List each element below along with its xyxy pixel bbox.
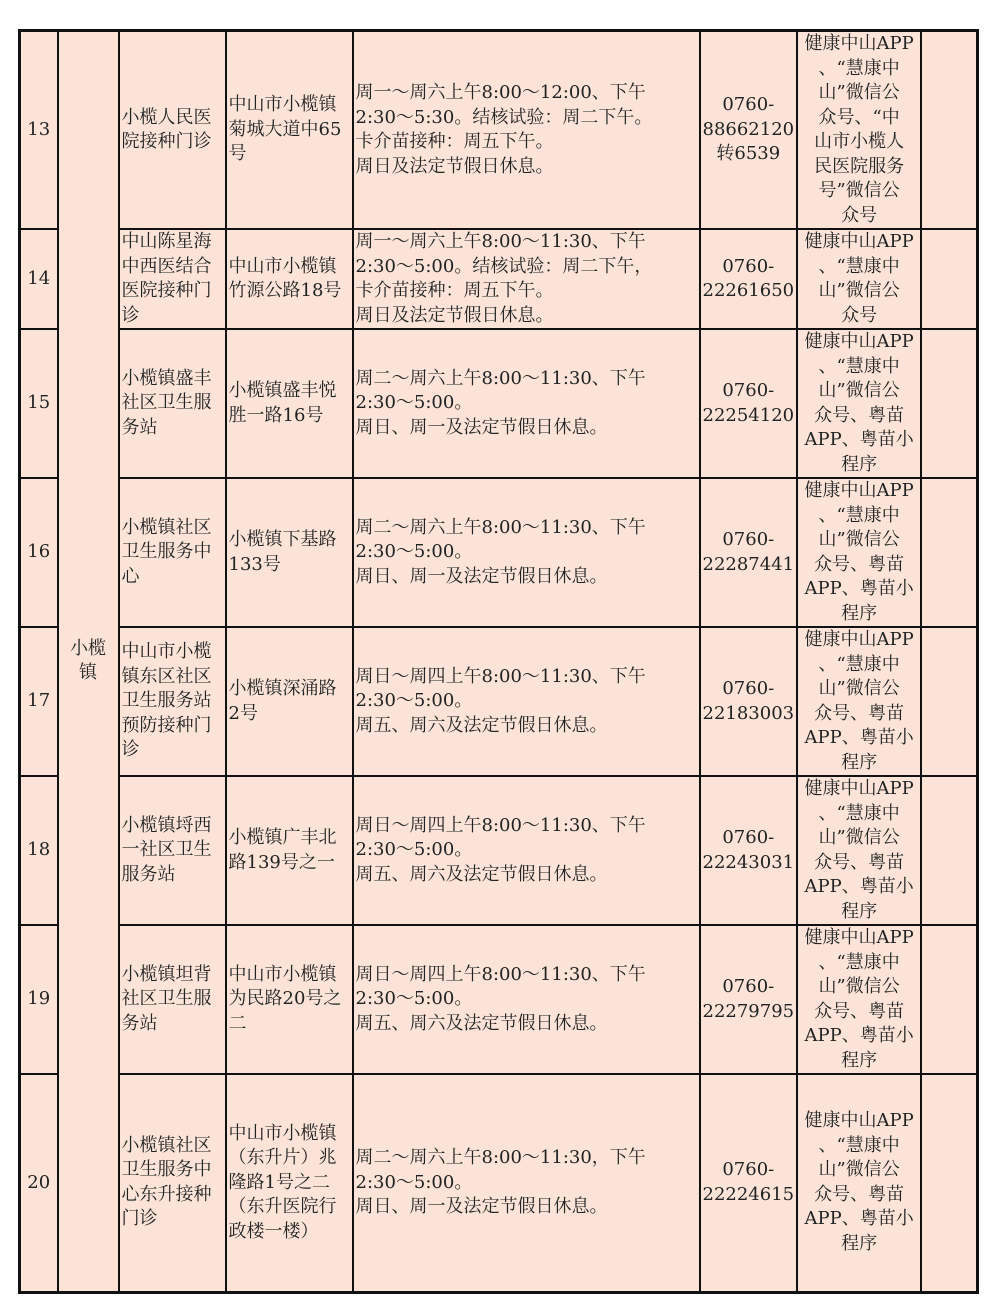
booking-channel: 健康中山APP 、“慧康中 山”微信公 众号、粤苗 APP、粤苗小 程序	[797, 478, 921, 627]
site-name: 小榄镇盛丰 社区卫生服 务站	[119, 329, 226, 478]
table-row	[20, 1074, 978, 1292]
row-number: 13	[20, 31, 58, 230]
service-hours: 周二～周六上午8:00～11:30、下午 2:30～5:00。 周日、周一及法定节假日休息。	[353, 478, 700, 627]
site-address: 中山市小榄镇 竹源公路18号	[226, 229, 353, 329]
row-number: 17	[20, 627, 58, 776]
site-name: 小榄镇社区 卫生服务中 心东升接种 门诊	[119, 1074, 226, 1292]
site-name: 小榄镇坦背 社区卫生服 务站	[119, 925, 226, 1074]
phone-number: 0760- 22183003	[700, 627, 798, 776]
site-name: 小榄人民医 院接种门诊	[119, 31, 226, 230]
row-number: 15	[20, 329, 58, 478]
town-cell: 小榄 镇	[58, 31, 119, 1293]
booking-channel: 健康中山APP 、“慧康中 山”微信公 众号、粤苗 APP、粤苗小 程序	[797, 925, 921, 1074]
phone-number: 0760- 22254120	[700, 329, 798, 478]
booking-channel: 健康中山APP 、“慧康中 山”微信公 众号、粤苗 APP、粤苗小 程序	[797, 627, 921, 776]
service-hours: 周二～周六上午8:00～11:30、下午 2:30～5:00。 周日、周一及法定节假日休息。	[353, 329, 700, 478]
table-row	[20, 478, 978, 627]
note-cell	[921, 31, 977, 230]
note-cell	[921, 1074, 977, 1292]
service-hours: 周日～周四上午8:00～11:30、下午 2:30～5:00。 周五、周六及法定节假日休息。	[353, 776, 700, 925]
phone-number: 0760- 22261650	[700, 229, 798, 329]
table-row	[20, 229, 978, 329]
service-hours: 周一～周六上午8:00～11:30、下午 2:30～5:00。结核试验：周二下午， 卡介苗接种：周五下午。 周日及法定节假日休息。	[353, 229, 700, 329]
row-number: 19	[20, 925, 58, 1074]
service-hours: 周一～周六上午8:00～12:00、下午 2:30～5:30。结核试验：周二下午。 卡介苗接种：周五下午。 周日及法定节假日休息。	[353, 31, 700, 230]
note-cell	[921, 925, 977, 1074]
phone-number: 0760- 88662120 转6539	[700, 31, 798, 230]
note-cell	[921, 776, 977, 925]
row-number: 14	[20, 229, 58, 329]
site-address: 小榄镇盛丰悦 胜一路16号	[226, 329, 353, 478]
table-row	[20, 776, 978, 925]
table-row	[20, 627, 978, 776]
site-address: 小榄镇广丰北 路139号之一	[226, 776, 353, 925]
booking-channel: 健康中山APP 、“慧康中 山”微信公 众号、“中 山市小榄人 民医院服务 号”微信公 众号	[797, 31, 921, 230]
site-name: 中山市小榄 镇东区社区 卫生服务站 预防接种门 诊	[119, 627, 226, 776]
booking-channel: 健康中山APP 、“慧康中 山”微信公 众号、粤苗 APP、粤苗小 程序	[797, 1074, 921, 1292]
site-address: 小榄镇深涌路 2号	[226, 627, 353, 776]
site-address: 中山市小榄镇 （东升片）兆 隆路1号之二 （东升医院行 政楼一楼）	[226, 1074, 353, 1292]
service-hours: 周日～周四上午8:00～11:30、下午 2:30～5:00。 周五、周六及法定节假日休息。	[353, 627, 700, 776]
note-cell	[921, 329, 977, 478]
booking-channel: 健康中山APP 、“慧康中 山”微信公 众号、粤苗 APP、粤苗小 程序	[797, 329, 921, 478]
note-cell	[921, 627, 977, 776]
site-name: 小榄镇埒西 一社区卫生 服务站	[119, 776, 226, 925]
note-cell	[921, 478, 977, 627]
booking-channel: 健康中山APP 、“慧康中 山”微信公 众号	[797, 229, 921, 329]
site-name: 小榄镇社区 卫生服务中 心	[119, 478, 226, 627]
phone-number: 0760- 22243031	[700, 776, 798, 925]
note-cell	[921, 229, 977, 329]
phone-number: 0760- 22287441	[700, 478, 798, 627]
table-row	[20, 329, 978, 478]
table-row	[20, 31, 978, 230]
service-hours: 周二～周六上午8:00～11:30，下午 2:30～5:00。 周日、周一及法定节假日休息。	[353, 1074, 700, 1292]
row-number: 16	[20, 478, 58, 627]
row-number: 18	[20, 776, 58, 925]
phone-number: 0760- 22224615	[700, 1074, 798, 1292]
service-hours: 周日～周四上午8:00～11:30、下午 2:30～5:00。 周五、周六及法定节假日休息。	[353, 925, 700, 1074]
booking-channel: 健康中山APP 、“慧康中 山”微信公 众号、粤苗 APP、粤苗小 程序	[797, 776, 921, 925]
site-name: 中山陈星海 中西医结合 医院接种门 诊	[119, 229, 226, 329]
table-row	[20, 925, 978, 1074]
row-number: 20	[20, 1074, 58, 1292]
site-address: 小榄镇下基路 133号	[226, 478, 353, 627]
site-address: 中山市小榄镇 菊城大道中65 号	[226, 31, 353, 230]
phone-number: 0760- 22279795	[700, 925, 798, 1074]
vaccination-sites-table	[18, 29, 979, 1294]
site-address: 中山市小榄镇 为民路20号之 二	[226, 925, 353, 1074]
